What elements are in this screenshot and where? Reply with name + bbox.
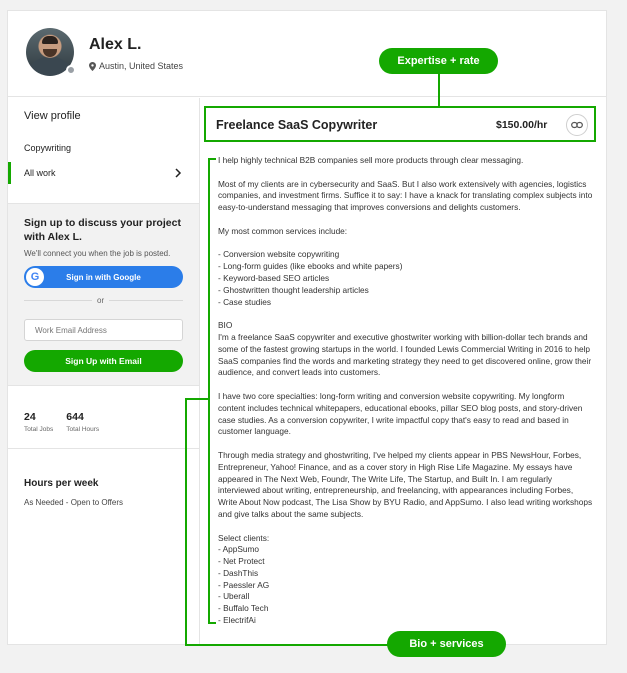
bio-services-label: Bio + services xyxy=(387,631,506,657)
active-indicator xyxy=(8,162,11,184)
total-hours-value: 644 xyxy=(66,411,84,423)
bio-paragraph: Select clients: - AppSumo - Net Protect - DashThis - Paessler AG - Uberall - Buffalo Tech - ElectrifAi xyxy=(218,532,270,626)
chevron-right-icon[interactable] xyxy=(174,168,182,178)
bio-paragraph: Through media strategy and ghostwriting, I've helped my clients appear in PBS NewsHour, Forbes, Entrepreneur, Yahoo! Finance, and as a cover story in High Rise Life Magazine. My essays have appeared in The Next Web, Foundr, The Write Life, The Startup, and Built In. I am regularly interviewed about writing, entrepreneurship, and freelancing, with appearances including Forbes, Write About Now podcast, The Lisa Show by BYU Radio, and AppSumo. I also lead writing workshops and give talks about the same subjects. xyxy=(218,449,593,519)
stat-total-jobs xyxy=(24,411,53,433)
signup-email-button[interactable]: Sign Up with Email xyxy=(24,350,183,372)
annotation-connector xyxy=(438,73,440,107)
bio-paragraph: I help highly technical B2B companies sell more products through clear messaging. xyxy=(218,155,524,165)
annotation-connector xyxy=(185,398,187,646)
bio-text xyxy=(218,155,593,639)
bio-paragraph: I have two core specialties: long-form writing and conversion website copywriting. My longform content includes technical whitepapers, educational ebooks, pillar SEO blog posts, and story-driven case studies. As a conversion copywriter, I write impactful copy that's easy to read and based in customer language. xyxy=(218,390,583,437)
bio-paragraph: BIO I'm a freelance SaaS copywriter and executive ghostwriter working with billion-dollar tech brands and some of the fastest growing startups in the world. I founded Lewis Commercial Writing in 2016 to help SaaS companies find the words and marketing strategy they need to get discovered online, grow their audience, and convert leads into customers. xyxy=(218,320,592,378)
hours-per-week-value: As Needed - Open to Offers xyxy=(24,498,124,507)
status-dot xyxy=(66,65,76,75)
bio-bracket-top xyxy=(208,158,216,160)
google-signin-label: Sign in with Google xyxy=(66,272,141,282)
sidebar-item-all-work[interactable]: All work xyxy=(24,168,56,178)
divider xyxy=(8,448,199,449)
expertise-rate-label: Expertise + rate xyxy=(379,48,498,74)
link-icon xyxy=(571,121,583,129)
stat-total-hours xyxy=(66,411,99,433)
location xyxy=(89,61,183,71)
bio-bracket xyxy=(208,158,210,624)
or-separator: or xyxy=(92,296,109,305)
location-text: Austin, United States xyxy=(99,61,184,71)
view-profile-heading: View profile xyxy=(24,110,81,122)
sidebar-item-copywriting[interactable]: Copywriting xyxy=(24,143,72,153)
signup-subtitle: We'll connect you when the job is posted. xyxy=(24,249,171,258)
avatar-beard xyxy=(43,49,57,57)
email-field[interactable] xyxy=(24,319,183,341)
bio-paragraph: Most of my clients are in cybersecurity and SaaS. But I also work extensively with agencies, logistics companies, and investment firms. Suffice it to say: I have a knack for translating complex subjects into easy-to-understand messaging that improves conversions and delights customers. xyxy=(218,178,593,213)
total-jobs-label: Total Jobs xyxy=(24,426,54,433)
freelancer-name: Alex L. xyxy=(89,36,142,53)
title-rate-box xyxy=(204,106,596,142)
signup-panel xyxy=(8,203,199,386)
bio-paragraph: My most common services include: xyxy=(218,225,348,236)
signup-title: Sign up to discuss your project with Alex L. xyxy=(24,217,181,243)
hourly-rate: $150.00/hr xyxy=(496,119,548,131)
copy-link-button[interactable] xyxy=(566,114,588,136)
google-signin-button[interactable] xyxy=(24,266,183,288)
hours-per-week-heading: Hours per week xyxy=(24,478,99,489)
annotation-connector xyxy=(185,398,209,400)
annotation-connector xyxy=(185,644,389,646)
sidebar xyxy=(8,98,200,645)
total-hours-label: Total Hours xyxy=(66,426,100,433)
job-title: Freelance SaaS Copywriter xyxy=(216,118,378,132)
location-pin-icon xyxy=(89,62,96,71)
avatar-hair xyxy=(42,36,58,44)
bio-bracket-bottom xyxy=(208,622,216,624)
google-icon: G xyxy=(26,268,44,286)
total-jobs-value: 24 xyxy=(24,411,36,423)
stats xyxy=(24,411,99,433)
profile-header xyxy=(8,11,606,97)
bio-paragraph: - Conversion website copywriting - Long-form guides (like ebooks and white papers) - Keyword-based SEO articles - Ghostwritten thought leadership articles - Case studies xyxy=(218,249,403,307)
